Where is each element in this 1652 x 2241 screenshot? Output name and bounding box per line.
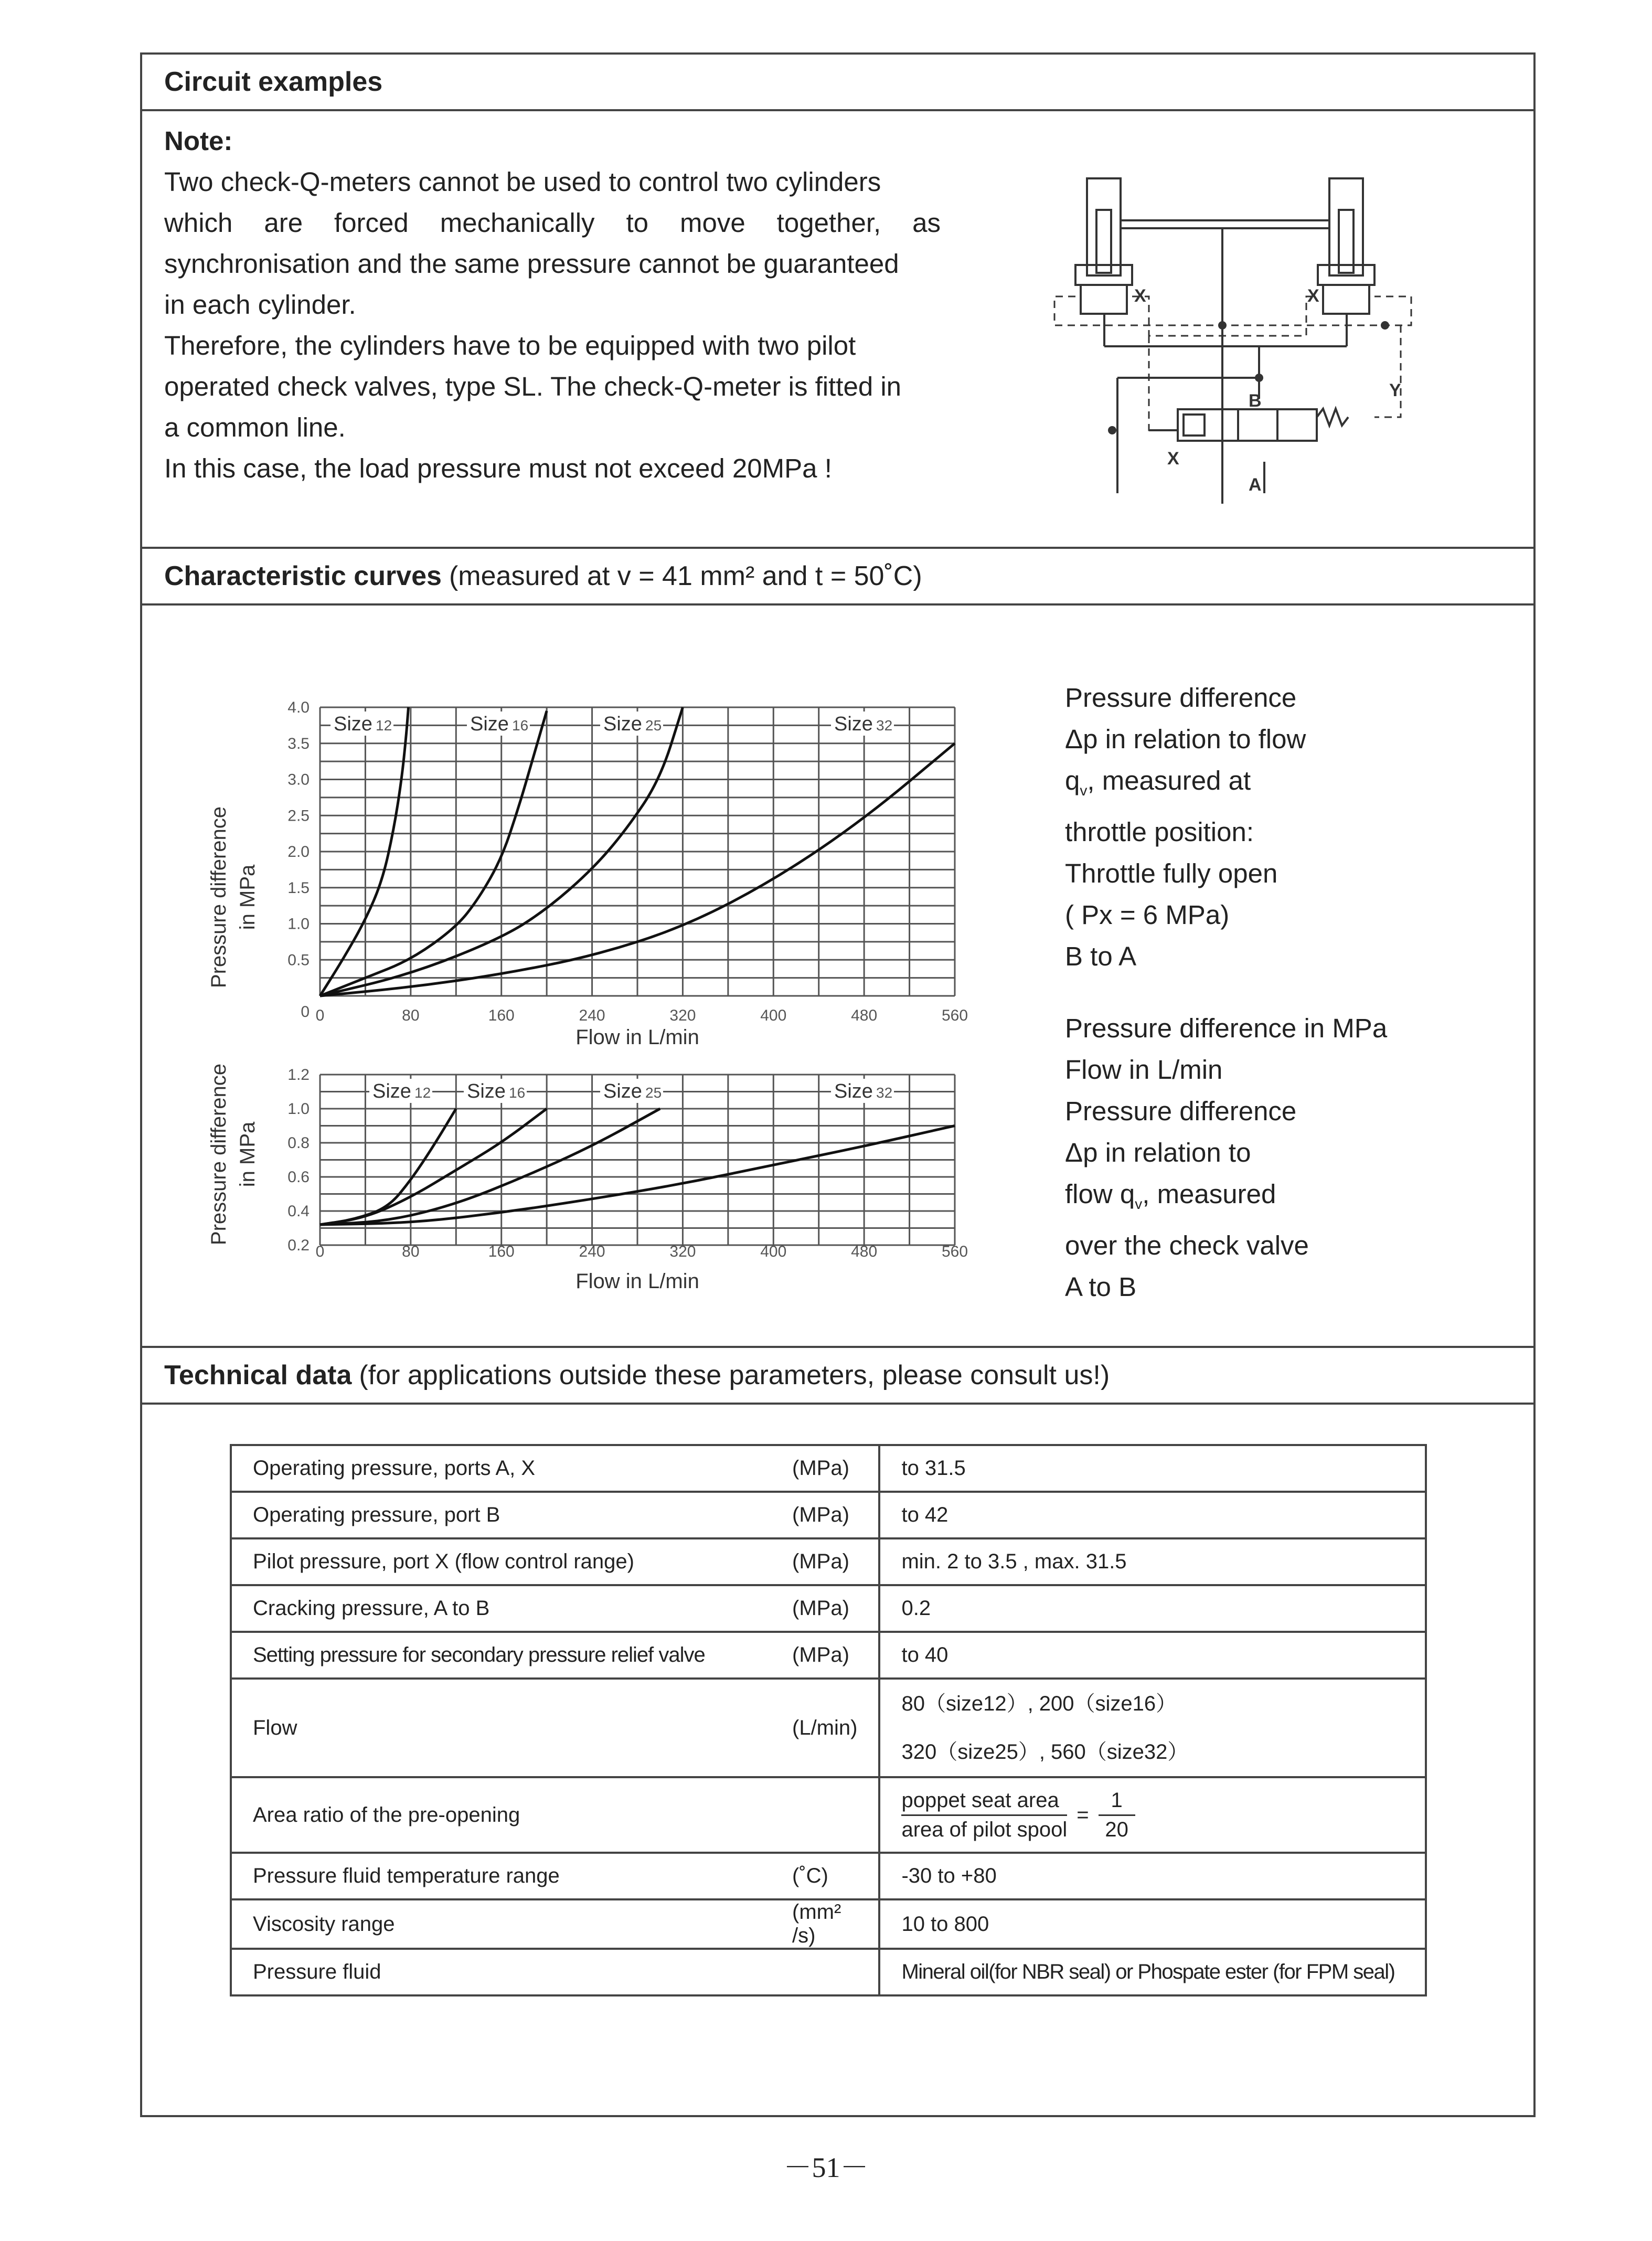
y-tick-label: 1.5 (287, 879, 310, 897)
chart-ylabel-line1: Pressure difference (207, 806, 230, 989)
x-tick-label: 320 (669, 1007, 696, 1024)
circuit-label-y: Y (1389, 380, 1401, 400)
param-cell: Area ratio of the pre-opening (231, 1777, 771, 1853)
y-tick-label: 0 (301, 1003, 310, 1021)
size-label-number: 32 (876, 717, 893, 734)
table-row (231, 1585, 1426, 1632)
desc-line: Pressure difference (1065, 1096, 1297, 1126)
param-cell: Pressure fluid temperature range (231, 1853, 771, 1899)
circuit-diagram (1044, 168, 1432, 504)
y-tick-label: 2.5 (287, 807, 310, 825)
y-tick-label: 2.0 (287, 843, 310, 861)
value-cell: 80（size12）, 200（size16） 320（size25）, 560（size32） (879, 1679, 1426, 1777)
desc-line: throttle position: (1065, 817, 1254, 847)
value-cell: 0.2 (879, 1585, 1426, 1632)
value-cell: to 42 (879, 1492, 1426, 1538)
y-tick-label: 4.0 (287, 699, 310, 716)
param-cell: Flow (231, 1679, 771, 1777)
value-cell: to 40 (879, 1632, 1426, 1679)
desc-line: Δp in relation to flow (1065, 724, 1306, 754)
desc-line: Δp in relation to (1065, 1138, 1251, 1167)
table-row (231, 1853, 1426, 1899)
value-cell: 10 to 800 (879, 1899, 1426, 1949)
param-cell: Pressure fluid (231, 1949, 771, 1995)
note-line: which are forced mechanically to move together, as (164, 208, 941, 238)
size-label: Size (603, 713, 642, 735)
table-row (231, 1777, 1426, 1853)
y-tick-label: 1.0 (287, 915, 310, 933)
value-cell: Mineral oil(for NBR seal) or Phospate ester (for FPM seal) (879, 1949, 1426, 1995)
note-text (164, 121, 941, 489)
circuit-label-x-left: X (1134, 286, 1146, 306)
param-cell: Pilot pressure, port X (flow control range) (231, 1538, 771, 1585)
desc-line: Pressure difference (1065, 683, 1297, 713)
desc-line: $q_v$, measured at (1065, 766, 1251, 799)
param-cell: Setting pressure for secondary pressure relief valve (231, 1632, 771, 1679)
desc-line: Pressure difference in MPa (1065, 1013, 1388, 1043)
section-title-curves: Characteristic curves (164, 561, 442, 591)
note-line: synchronisation and the same pressure cannot be guaranteed (164, 249, 899, 279)
note-title: Note: (164, 126, 233, 156)
desc-line: Throttle fully open (1065, 858, 1278, 889)
unit-cell: (MPa) (771, 1492, 879, 1538)
page-number: －51－ (783, 2152, 869, 2183)
x-tick-label: 480 (851, 1243, 878, 1260)
chart-ato-b (189, 1049, 997, 1307)
size-label-number: 25 (645, 1085, 662, 1101)
note-line: Two check-Q-meters cannot be used to control two cylinders (164, 167, 881, 197)
y-tick-label: 1.0 (287, 1100, 310, 1118)
chart-ylabel-line1: Pressure difference (207, 1063, 230, 1246)
unit-cell (771, 1777, 879, 1853)
unit-cell: (MPa) (771, 1538, 879, 1585)
section-title-circuit: Circuit examples (164, 67, 383, 97)
value-cell: -30 to +80 (879, 1853, 1426, 1899)
area-ratio-fraction: poppet seat area area of pilot spool (901, 1788, 1068, 1841)
chart-bto-a (189, 682, 997, 1060)
size-label: Size (603, 1080, 642, 1102)
x-tick-label: 400 (760, 1007, 787, 1024)
note-line: in each cylinder. (164, 290, 356, 320)
param-cell: Operating pressure, port B (231, 1492, 771, 1538)
x-tick-label: 160 (488, 1243, 515, 1260)
param-cell: Operating pressure, ports A, X (231, 1445, 771, 1492)
section-header-technical (140, 1346, 1536, 1405)
section-title-technical: Technical data (164, 1360, 352, 1390)
section-subtitle-technical: (for applications outside these parameters, please consult us!) (359, 1360, 1110, 1390)
note-line: Therefore, the cylinders have to be equipped with two pilot (164, 331, 856, 360)
area-ratio-value: $\frac{1}{20}$ (1099, 1789, 1135, 1842)
size-label: Size (334, 713, 372, 735)
size-label: Size (470, 713, 509, 735)
param-cell: Viscosity range (231, 1899, 771, 1949)
table-row (231, 1492, 1426, 1538)
table-row (231, 1679, 1426, 1777)
y-tick-label: 0.5 (287, 951, 310, 969)
desc-line: A to B (1065, 1272, 1137, 1302)
param-cell: Cracking pressure, A to B (231, 1585, 771, 1632)
size-label-number: 32 (876, 1085, 893, 1101)
value-cell: min. 2 to 3.5 , max. 31.5 (879, 1538, 1426, 1585)
x-tick-label: 560 (941, 1243, 968, 1260)
x-tick-label: 160 (488, 1007, 515, 1024)
value-cell: to 31.5 (879, 1445, 1426, 1492)
series-line-2 (320, 711, 547, 996)
y-tick-label: 0.6 (287, 1169, 310, 1186)
section-subtitle-curves: (measured at v = 41 mm² and t = 50˚C) (449, 561, 922, 591)
circuit-label-a: A (1249, 475, 1262, 495)
x-tick-label: 240 (579, 1243, 605, 1260)
x-tick-label: 480 (851, 1007, 878, 1024)
unit-cell: (L/min) (771, 1679, 879, 1777)
table-row (231, 1899, 1426, 1949)
unit-cell (771, 1949, 879, 1995)
chart-ylabel-line2: in MPa (236, 864, 259, 930)
desc-line: ( Px = 6 MPa) (1065, 900, 1230, 930)
x-tick-label: 400 (760, 1243, 787, 1260)
unit-cell: (˚C) (771, 1853, 879, 1899)
circuit-label-x-right: X (1307, 286, 1319, 306)
size-label-number: 25 (645, 717, 662, 734)
note-line: operated check valves, type SL. The check-Q-meter is fitted in (164, 371, 902, 401)
x-tick-label: 0 (315, 1243, 325, 1260)
y-tick-label: 1.2 (287, 1066, 310, 1084)
x-tick-label: 320 (669, 1243, 696, 1260)
y-tick-label: 0.8 (287, 1134, 310, 1152)
section-header-curves (140, 547, 1536, 606)
size-label: Size (467, 1080, 506, 1102)
size-label-number: 16 (512, 717, 529, 734)
technical-data-table (230, 1444, 1427, 1996)
size-label: Size (372, 1080, 411, 1102)
table-row (231, 1445, 1426, 1492)
unit-cell: (MPa) (771, 1445, 879, 1492)
unit-cell: (MPa) (771, 1585, 879, 1632)
desc-line: Flow in L/min (1065, 1055, 1223, 1085)
size-label: Size (834, 713, 873, 735)
note-line: In this case, the load pressure must not exceed 20MPa ! (164, 453, 832, 483)
desc-line: B to A (1065, 941, 1137, 972)
size-label-number: 12 (414, 1085, 431, 1101)
x-tick-label: 240 (579, 1007, 605, 1024)
circuit-label-b: B (1249, 391, 1262, 411)
y-tick-label: 3.0 (287, 771, 310, 789)
circuit-label-x-valve: X (1167, 449, 1179, 469)
value-cell: poppet seat area area of pilot spool = $\frac{1}{20}$ (879, 1777, 1426, 1853)
chart-xlabel: Flow in L/min (575, 1026, 699, 1049)
x-tick-label: 0 (315, 1007, 325, 1024)
x-tick-label: 80 (402, 1243, 420, 1260)
size-label-number: 12 (376, 717, 392, 734)
x-tick-label: 560 (941, 1007, 968, 1024)
table-row (231, 1632, 1426, 1679)
chart-xlabel: Flow in L/min (575, 1270, 699, 1293)
unit-cell: (mm² /s) (771, 1899, 879, 1949)
section-header-circuit (140, 52, 1536, 111)
x-tick-label: 80 (402, 1007, 420, 1024)
curve-description-b-to-a (1065, 677, 1306, 977)
unit-cell: (MPa) (771, 1632, 879, 1679)
note-line: a common line. (164, 412, 346, 442)
desc-line: over the check valve (1065, 1230, 1309, 1261)
size-label-number: 16 (509, 1085, 526, 1101)
y-tick-label: 0.2 (287, 1237, 310, 1254)
table-row (231, 1949, 1426, 1995)
size-label: Size (834, 1080, 873, 1102)
curve-description-a-to-b (1065, 1007, 1387, 1308)
desc-line: flow $q_v$, measured (1065, 1179, 1276, 1213)
table-row (231, 1538, 1426, 1585)
y-tick-label: 0.4 (287, 1203, 310, 1220)
y-tick-label: 3.5 (287, 735, 310, 752)
chart-ylabel-line2: in MPa (236, 1121, 259, 1187)
